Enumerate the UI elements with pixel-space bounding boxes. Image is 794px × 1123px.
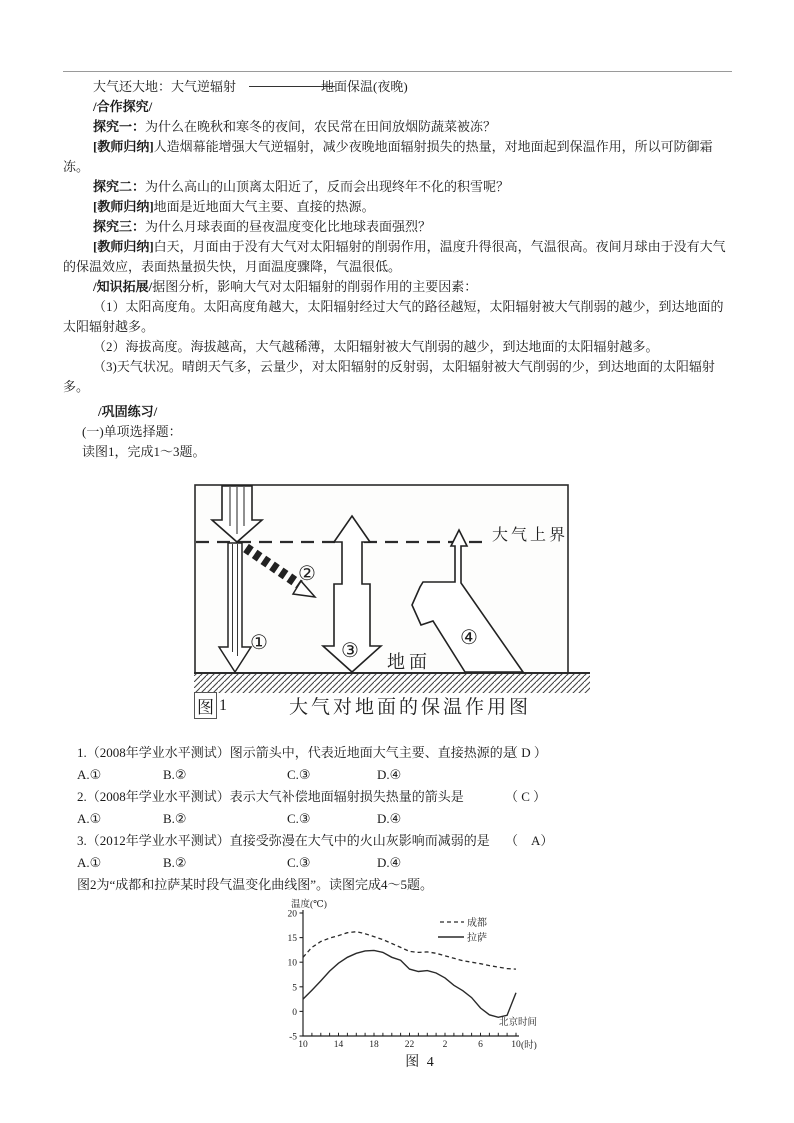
paragraph: 探究一：为什么在晚秋和寒冬的夜间，农民常在田间放烟防蔬菜被冻？ [93, 119, 497, 134]
paragraph: 探究二：为什么高山的山顶离太阳近了，反而会出现终年不化的积雪呢？ [93, 179, 510, 194]
beijing-time-label: 北京时间 [499, 1018, 538, 1028]
legend-lhasa-label: 拉萨 [467, 933, 487, 944]
question-options [77, 808, 732, 830]
label-ground: 地面 [387, 652, 431, 672]
document-text [63, 77, 732, 462]
y-tick-label: 5 [292, 983, 297, 994]
figure1-diagram [194, 484, 590, 696]
option-d: D.④ [377, 855, 402, 870]
option-b: B.② [163, 767, 187, 782]
x-tick-label: 14 [333, 1040, 344, 1050]
title-post: 地面保温(夜晚) [321, 79, 408, 94]
figure1-caption: 图 1 大气对地面的保温作用图 [194, 692, 590, 719]
x-unit-label: (时) [521, 1041, 537, 1051]
paragraph: [教师归纳]白天，月面由于没有大气对太阳辐射的削弱作用，温度升得很高，气温很高。夜间月球由于没有大气的保温效应，表面热量损失快，月面温度骤降，气温很低。 [63, 239, 726, 274]
label-arrow-2: ② [298, 563, 316, 585]
lhasa-line [303, 950, 516, 1017]
question-stem: 2.（2008年学业水平测试）表示大气补偿地面辐射损失热量的箭头是 （ C ） [77, 786, 732, 808]
title-line [63, 77, 732, 97]
figure4-caption: 图 4 [405, 1055, 436, 1070]
label-arrow-1: ① [250, 632, 268, 654]
option-c: C.③ [287, 811, 311, 826]
exercise-header: /巩固练习/ [98, 404, 158, 419]
paragraph: [教师归纳]地面是近地面大气主要、直接的热源。 [93, 199, 375, 214]
header-divider [63, 71, 732, 72]
paragraph: （3)天气状况。晴朗天气多，云量少，对太阳辐射的反射弱，太阳辐射被大气削弱的少，到达地面的太阳辐射多。 [63, 359, 715, 394]
legend-chengdu-label: 成都 [467, 918, 487, 929]
x-tick-label: 6 [478, 1040, 483, 1050]
paragraph: （2）海拔高度。海拔越高，大气越稀薄，太阳辐射被大气削弱的越少，到达地面的太阳辐射越多。 [93, 339, 659, 354]
paragraph: /知识拓展/据图分析，影响大气对太阳辐射的削弱作用的主要因素： [93, 279, 478, 294]
question-answer: （ A） [505, 833, 554, 848]
figure4-chart [278, 896, 563, 1058]
y-tick-label: 10 [287, 958, 297, 969]
option-a: A.① [77, 811, 102, 826]
paragraph: [教师归纳]人造烟幕能增强大气逆辐射，减少夜晚地面辐射损失的热量，对地面起到保温作用，所以可防御霜冻。 [63, 139, 713, 174]
paragraph: /合作探究/ [93, 99, 153, 114]
option-c: C.③ [287, 767, 311, 782]
paragraph: （1）太阳高度角。太阳高度角越大，太阳辐射经过大气的路径越短，太阳辐射被大气削弱的越少，到达地面的太阳辐射越多。 [63, 299, 724, 334]
figure1-caption-title: 大气对地面的保温作用图 [289, 697, 532, 718]
paragraph: 探究三：为什么月球表面的昼夜温度变化比地球表面强烈？ [93, 219, 432, 234]
option-b: B.② [163, 855, 187, 870]
title-pre: 大气还大地：大气逆辐射 [93, 79, 237, 94]
y-axis-label: 温度(℃) [291, 900, 327, 910]
option-b: B.② [163, 811, 187, 826]
question-stem: 1.（2008年学业水平测试）图示箭头中，代表近地面大气主要、直接热源的是 （ D ） [77, 742, 732, 764]
question-answer: （ D ） [505, 745, 547, 760]
y-tick-label: 20 [287, 909, 297, 920]
option-d: D.④ [377, 811, 402, 826]
ground-hatch [194, 673, 590, 693]
question-options [77, 764, 732, 786]
y-tick-label: -5 [289, 1032, 297, 1043]
exercise-intro: 读图1，完成1～3题。 [82, 444, 206, 459]
x-tick-label: 18 [369, 1040, 379, 1050]
exercise-subheader: (一)单项选择题： [82, 424, 182, 439]
question-block [77, 742, 732, 896]
label-atmosphere-top: 大气上界 [492, 527, 569, 544]
y-tick-label: 15 [287, 934, 297, 945]
question-stem: 3.（2012年学业水平测试）直接受弥漫在大气中的火山灰影响而减弱的是 （ A） [77, 830, 732, 852]
option-d: D.④ [377, 767, 402, 782]
x-tick-label: 10 [298, 1040, 308, 1050]
label-arrow-3: ③ [341, 640, 359, 662]
figure1-caption-box: 图 [194, 692, 217, 719]
option-a: A.① [77, 855, 102, 870]
question-options [77, 852, 732, 874]
x-tick-label: 22 [404, 1040, 415, 1050]
x-tick-label: 2 [442, 1040, 448, 1050]
question-answer: （ C ） [505, 789, 547, 804]
y-tick-label: 0 [292, 1007, 297, 1018]
label-arrow-4: ④ [460, 627, 478, 649]
option-a: A.① [77, 767, 102, 782]
option-c: C.③ [287, 855, 311, 870]
x-tick-label: 10 [511, 1040, 521, 1050]
figure2-intro: 图2为“成都和拉萨某时段气温变化曲线图”。读图完成4～5题。 [77, 877, 434, 892]
